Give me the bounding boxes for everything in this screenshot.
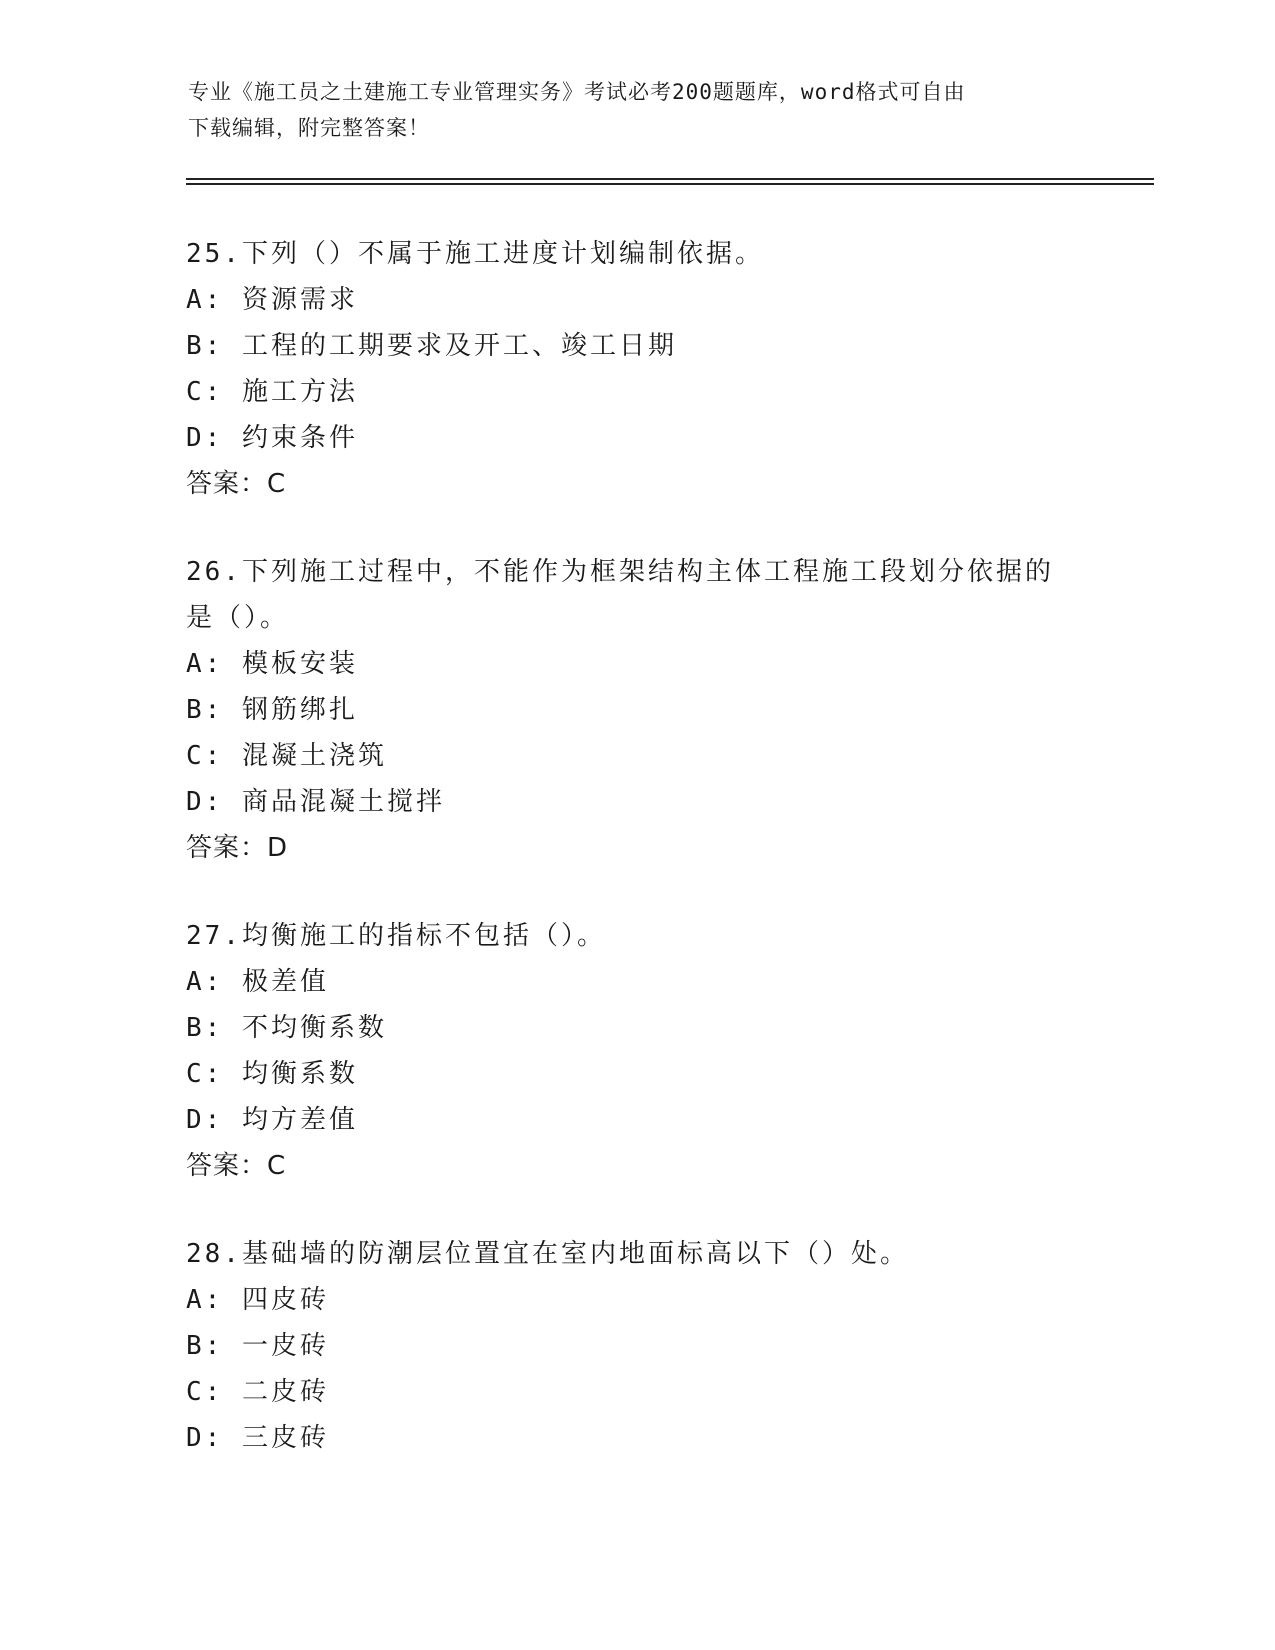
option-a: A: 模板安装 [186,649,358,679]
option-d: D: 约束条件 [186,423,358,453]
question-stem: 28.基础墙的防潮层位置宜在室内地面标高以下（）处。 [186,1239,909,1269]
answer-text: 答案：C [186,1151,287,1181]
answer-text: 答案：C [186,469,287,499]
option-c: C: 二皮砖 [186,1377,329,1407]
question-stem: 26.下列施工过程中，不能作为框架结构主体工程施工段划分依据的是（）。 [186,557,1054,633]
option-b: B: 钢筋绑扎 [186,695,358,725]
option-a: A: 极差值 [186,967,329,997]
option-c: C: 混凝土浇筑 [186,741,387,771]
question-list [186,231,1086,1503]
option-a: A: 资源需求 [186,285,358,315]
option-d: D: 三皮砖 [186,1423,329,1453]
header-divider [186,178,1154,185]
option-d: D: 商品混凝土搅拌 [186,787,445,817]
header-line-1: 专业《施工员之土建施工专业管理实务》考试必考200题题库，word格式可自由 [188,80,966,104]
question-stem: 27.均衡施工的指标不包括（）。 [186,921,606,951]
question-26 [186,549,1086,871]
header-line-2: 下载编辑，附完整答案！ [188,116,430,140]
option-b: B: 不均衡系数 [186,1013,387,1043]
question-stem: 25.下列（）不属于施工进度计划编制依据。 [186,239,764,269]
document-header [188,74,1088,146]
option-c: C: 均衡系数 [186,1059,358,1089]
question-27 [186,913,1086,1189]
option-b: B: 工程的工期要求及开工、竣工日期 [186,331,677,361]
option-a: A: 四皮砖 [186,1285,329,1315]
option-c: C: 施工方法 [186,377,358,407]
option-b: B: 一皮砖 [186,1331,329,1361]
question-25 [186,231,1086,507]
question-28 [186,1231,1086,1461]
option-d: D: 均方差值 [186,1105,358,1135]
answer-text: 答案：D [186,833,289,863]
